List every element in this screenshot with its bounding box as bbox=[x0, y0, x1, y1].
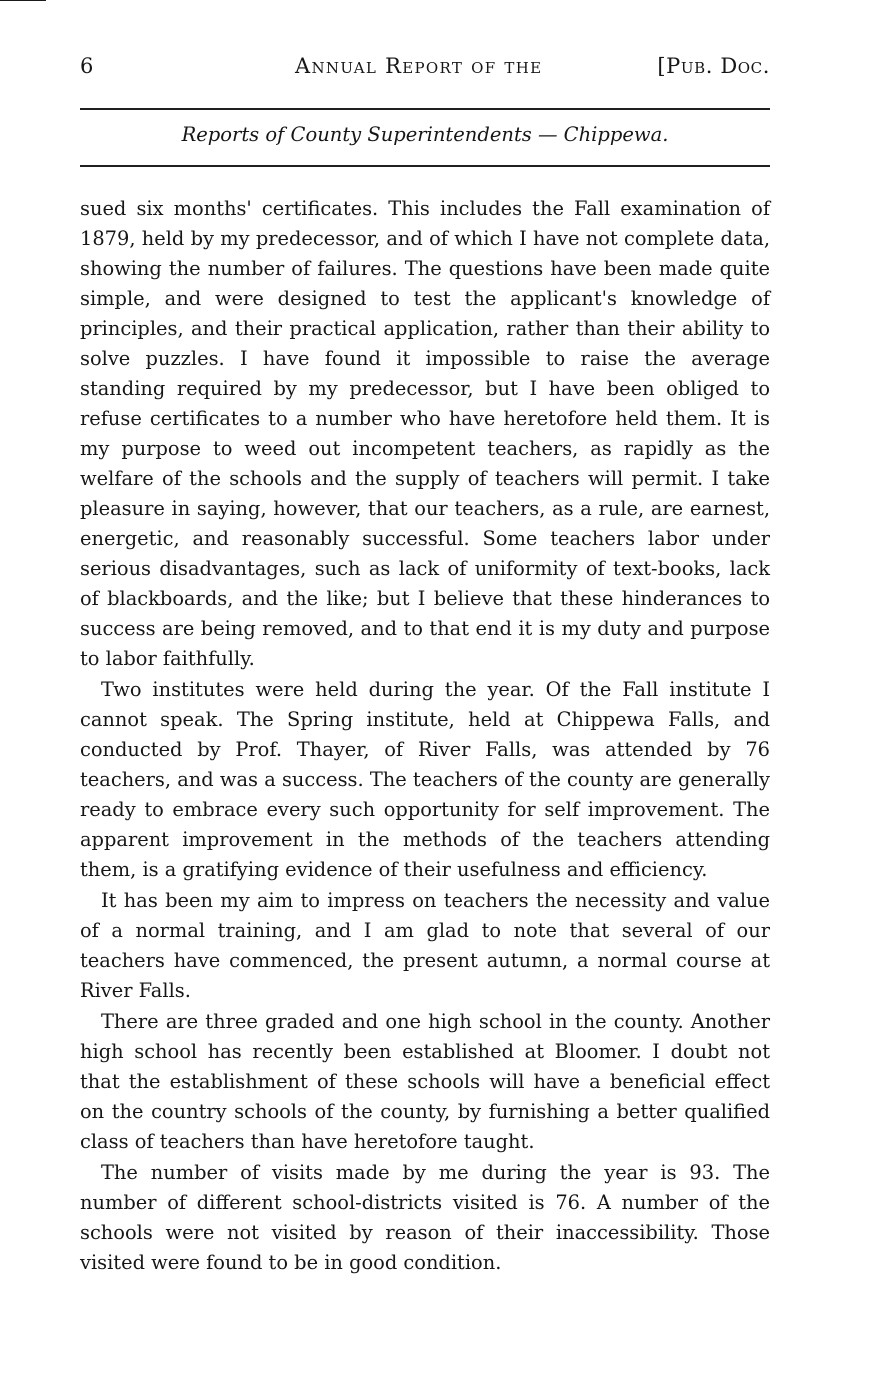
report-title: Annual Report of the bbox=[295, 54, 543, 78]
report-body bbox=[80, 194, 770, 1278]
scan-edge-mark bbox=[0, 0, 46, 1]
header-rule-top bbox=[80, 108, 770, 110]
running-header bbox=[80, 48, 770, 88]
section-subheading: Reports of County Superintendents — Chippewa. bbox=[181, 123, 669, 146]
paragraph-visits: The number of visits made by me during the year is 93. The number of different school-districts visited is 76. A number of the schools were not visited by reason of their inaccessibility. Those visited were found to be in good condition. bbox=[80, 1161, 770, 1274]
document-label: [Pub. Doc. bbox=[657, 54, 770, 78]
header-rule-bottom bbox=[80, 165, 770, 167]
paragraph-normal-training: It has been my aim to impress on teachers the necessity and value of a normal training, and I am glad to note that several of our teachers have commenced, the present autumn, a normal course at River Falls. bbox=[80, 889, 770, 1002]
page-number: 6 bbox=[80, 54, 94, 78]
paragraph-continuation: sued six months' certificates. This includes the Fall examination of 1879, held by my predecessor, and of which I have not complete data, showing the number of failures. The questions have been made quite simple, and were designed to test the applicant's knowledge of principles, and their practical application, rather than their ability to solve puzzles. I have found it impossible to raise the average standing required by my predecessor, but I have been obliged to refuse certificates to a number who have heretofore held them. It is my purpose to weed out incompetent teachers, as rapidly as the welfare of the schools and the supply of teachers will permit. I take pleasure in saying, however, that our teachers, as a rule, are earnest, energetic, and reasonably successful. Some teachers labor under serious disadvantages, such as lack of uniformity of text-books, lack of blackboards, and the like; but I believe that these hinderances to success are being removed, and to that end it is my duty and purpose to labor faithfully. bbox=[80, 197, 770, 670]
paragraph-high-schools: There are three graded and one high school in the county. Another high school has recently been established at Bloomer. I doubt not that the establishment of these schools will have a beneficial effect on the country schools of the county, by furnishing a better qualified class of teachers than have heretofore taught. bbox=[80, 1010, 770, 1153]
paragraph-institutes: Two institutes were held during the year. Of the Fall institute I cannot speak. The Spring institute, held at Chippewa Falls, and conducted by Prof. Thayer, of River Falls, was attended by 76 teachers, and was a success. The teachers of the county are generally ready to embrace every such opportunity for self improvement. The apparent improvement in the methods of the teachers attending them, is a gratifying evidence of their usefulness and efficiency. bbox=[80, 678, 770, 881]
